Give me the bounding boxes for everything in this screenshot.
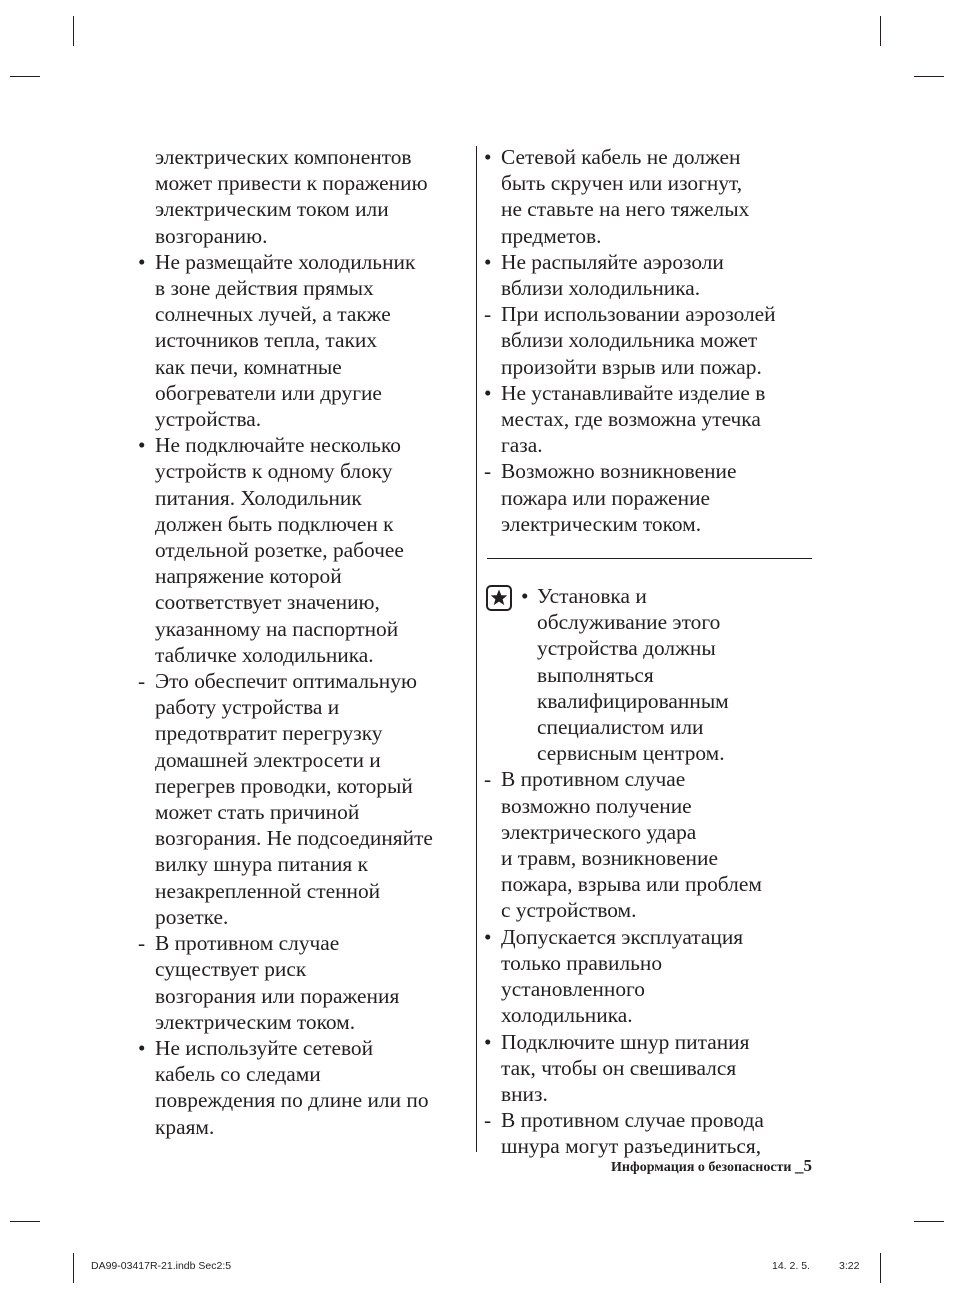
slug-file-info: DA99-03417R-21.indb Sec2:5	[91, 1260, 232, 1272]
bullet-marker: •	[138, 249, 146, 274]
bullet-marker: •	[521, 584, 529, 609]
crop-mark-top-left-horizontal	[10, 76, 40, 77]
text-line: - В противном случае	[484, 767, 686, 792]
dash-item	[138, 668, 473, 930]
text-line: - Это обеспечит оптимальную	[138, 669, 417, 694]
text-line: - В противном случае	[138, 931, 340, 956]
text-line: быть скручен или изогнут,	[501, 171, 743, 196]
text-line: • Сетевой кабель не должен	[484, 145, 741, 169]
text-line: устройств к одному блоку	[155, 459, 393, 484]
dash-marker: -	[484, 1108, 492, 1133]
text-line: кабель со следами	[155, 1062, 321, 1087]
bullet-item	[138, 249, 473, 432]
text-line: • Установка и	[484, 583, 814, 609]
text-line: возгоранию.	[155, 223, 268, 248]
text-line: перегрев проводки, который	[155, 773, 413, 798]
text-line: пожара, взрыва или проблем	[501, 872, 762, 897]
bullet-item	[484, 924, 814, 1029]
text-line: предметов.	[501, 223, 602, 248]
text-line: • Не подключайте несколько	[138, 433, 401, 458]
text-line: может привести к поражению	[155, 171, 428, 196]
text-line: электрическим током.	[155, 1009, 356, 1034]
note-block	[484, 583, 814, 766]
bullet-marker: •	[484, 1029, 492, 1054]
crop-mark-top-right-vertical	[880, 16, 881, 46]
dash-item	[138, 930, 473, 1035]
bullet-item	[138, 432, 473, 668]
bullet-marker: •	[484, 380, 492, 405]
right-column-warnings	[484, 144, 814, 537]
text-line: - Возможно возникновение	[484, 459, 737, 484]
dash-marker: -	[484, 767, 492, 792]
page-number: _5	[795, 1156, 812, 1175]
note-separator-line	[487, 558, 812, 559]
text-line: вниз.	[501, 1081, 548, 1106]
section-title: Информация о безопасности	[611, 1160, 792, 1175]
text-line: в зоне действия прямых	[155, 276, 374, 301]
dash-marker: -	[138, 669, 146, 694]
text-line: - В противном случае провода	[484, 1108, 764, 1133]
text-line: и травм, возникновение	[501, 846, 718, 871]
text-line: квалифицированным	[537, 688, 729, 713]
left-column	[138, 144, 473, 1140]
text-line: как печи, комнатные	[155, 354, 342, 379]
bullet-marker: •	[484, 249, 492, 274]
text-line: газа.	[501, 433, 543, 458]
crop-mark-bottom-left-vertical	[73, 1253, 74, 1283]
text-line: электрическим током или	[155, 197, 389, 222]
text-line: незакрепленной стенной	[155, 878, 381, 903]
slug-date: 14. 2. 5.	[772, 1260, 810, 1272]
text-line: произойти взрыв или пожар.	[501, 354, 762, 379]
text-line: холодильника.	[501, 1003, 633, 1028]
text-line: домашней электросети и	[155, 747, 381, 772]
bullet-item	[138, 1035, 473, 1140]
right-column	[484, 144, 814, 1160]
text-line: розетке.	[155, 904, 229, 929]
crop-mark-bottom-left-horizontal	[10, 1221, 40, 1222]
bullet-marker: •	[138, 433, 146, 458]
text-line: соответствует значению,	[155, 590, 380, 615]
text-line: с устройством.	[501, 898, 637, 923]
text-line: должен быть подключен к	[155, 511, 394, 536]
text-line: электрического удара	[501, 819, 697, 844]
text-line: указанному на паспортной	[155, 616, 399, 641]
text-line: устройства должны	[537, 636, 716, 661]
text-line: электрическим током.	[501, 511, 702, 536]
text-line: • Не используйте сетевой	[138, 1035, 374, 1060]
text-line: • Не устанавливайте изделие в	[484, 380, 766, 405]
crop-mark-bottom-right-vertical	[880, 1253, 881, 1283]
text-line: • Не размещайте холодильник	[138, 249, 416, 274]
text-line: возгорания или поражения	[155, 983, 400, 1008]
page-footer	[611, 1156, 812, 1176]
bullet-item	[484, 144, 814, 249]
text-line: - При использовании аэрозолей	[484, 302, 776, 327]
dash-marker: -	[138, 931, 146, 956]
text-line: питания. Холодильник	[155, 485, 362, 510]
text-line: только правильно	[501, 950, 663, 975]
text-line: • Допускается эксплуатация	[484, 924, 744, 949]
text-line: возгорания. Не подсоединяйте	[155, 826, 433, 851]
text-line: вилку шнура питания к	[155, 852, 368, 877]
text-line: вблизи холодильника может	[501, 328, 758, 353]
text-line: • Подключите шнур питания	[484, 1029, 750, 1054]
dash-item	[484, 1107, 814, 1159]
text-line: краям.	[155, 1114, 215, 1139]
text-line: местах, где возможна утечка	[501, 407, 761, 432]
continued-paragraph	[138, 144, 473, 249]
text-line: шнура могут разъединиться,	[501, 1134, 762, 1159]
crop-mark-bottom-right-horizontal	[914, 1221, 944, 1222]
bullet-marker: •	[484, 145, 492, 169]
dash-marker: -	[484, 302, 492, 327]
bullet-marker: •	[138, 1035, 146, 1060]
text-line: работу устройства и	[155, 695, 340, 720]
bullet-marker: •	[484, 924, 492, 949]
text-line: предотвратит перегрузку	[155, 721, 383, 746]
crop-mark-top-left-vertical	[73, 16, 74, 46]
text-line: табличке холодильника.	[155, 642, 374, 667]
text-line: напряжение которой	[155, 564, 342, 589]
text-line: обогреватели или другие	[155, 380, 382, 405]
column-divider	[476, 146, 477, 1152]
text-line: устройства.	[155, 407, 262, 432]
text-line: установленного	[501, 977, 645, 1002]
text-line: может стать причиной	[155, 800, 360, 825]
text-line: сервисным центром.	[537, 741, 725, 766]
text-line: существует риск	[155, 957, 307, 982]
dash-item	[484, 301, 814, 380]
dash-marker: -	[484, 459, 492, 484]
text-line: отдельной розетке, рабочее	[155, 538, 404, 563]
star-note-icon	[486, 585, 512, 611]
text-line: солнечных лучей, а также	[155, 302, 391, 327]
slug-time: 3:22	[839, 1260, 860, 1272]
bullet-item	[484, 1029, 814, 1108]
crop-mark-top-right-horizontal	[914, 76, 944, 77]
text-line: возможно получение	[501, 793, 692, 818]
right-column-continued	[484, 766, 814, 1159]
dash-item	[484, 766, 814, 923]
text-line: специалистом или	[537, 715, 704, 740]
dash-item	[484, 458, 814, 537]
text-line: обслуживание этого	[537, 610, 721, 635]
text-line: пожара или поражение	[501, 485, 711, 510]
text-line: вблизи холодильника.	[501, 276, 701, 301]
text-line: не ставьте на него тяжелых	[501, 197, 750, 222]
text-line: выполняться	[537, 662, 654, 687]
text-line: источников тепла, таких	[155, 328, 378, 353]
text-line: так, чтобы он свешивался	[501, 1055, 737, 1080]
text-line: электрических компонентов	[155, 145, 412, 169]
bullet-item	[484, 249, 814, 301]
bullet-item	[484, 380, 814, 459]
text-line: повреждения по длине или по	[155, 1088, 429, 1113]
text-line: • Не распыляйте аэрозоли	[484, 249, 724, 274]
note-text	[484, 583, 814, 766]
